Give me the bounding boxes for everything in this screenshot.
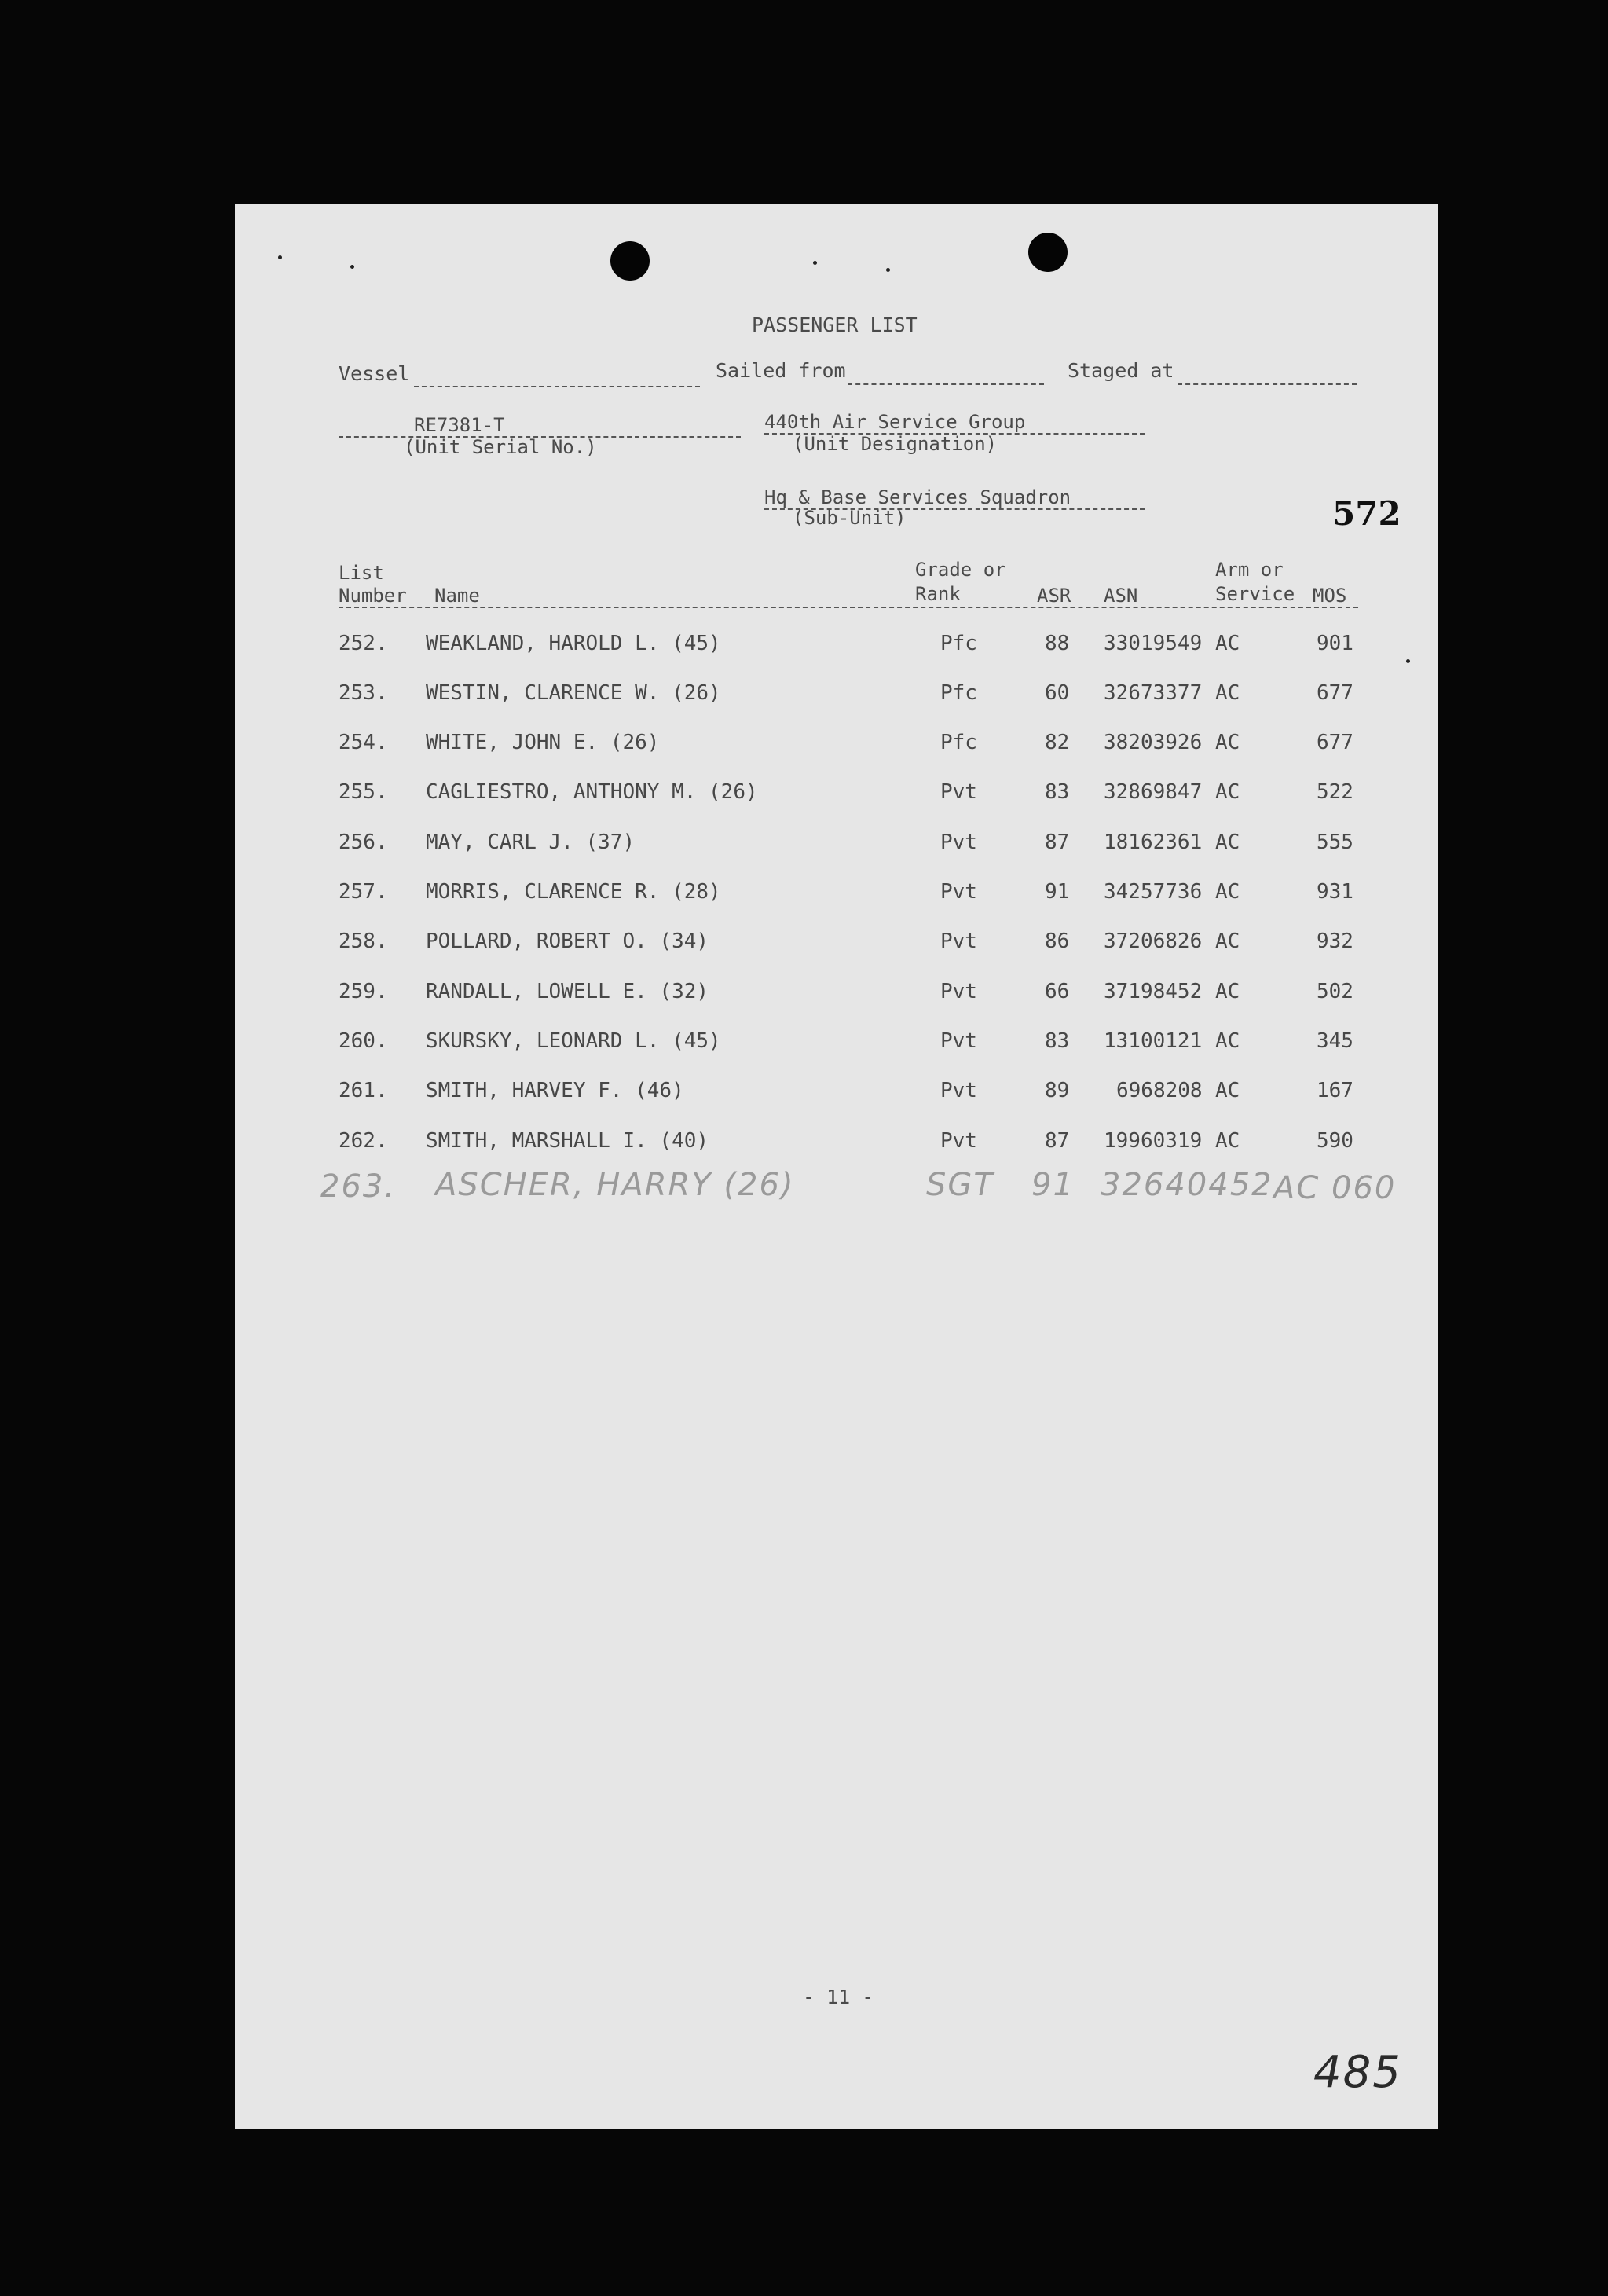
- mos: 167: [1317, 1079, 1353, 1102]
- grade: Pvt: [940, 780, 977, 804]
- arm-service: AC: [1215, 831, 1240, 854]
- staged-at-label: Staged at: [1068, 359, 1174, 382]
- asr: 66: [1045, 980, 1070, 1003]
- list-number: 256.: [339, 831, 388, 854]
- asn: 18162361: [1104, 831, 1203, 854]
- table-row: [235, 1079, 1438, 1110]
- table-row: [235, 731, 1438, 762]
- col-asn: ASN: [1104, 585, 1138, 607]
- sailed-from-line: [848, 383, 1044, 385]
- arm-service: AC: [1215, 880, 1240, 904]
- passenger-name: WESTIN, CLARENCE W. (26): [426, 681, 721, 705]
- grade: Pvt: [940, 1129, 977, 1153]
- asn: 38203926: [1104, 731, 1203, 754]
- arm-service: AC: [1215, 780, 1240, 804]
- grade: Pfc: [940, 731, 977, 754]
- asr: 89: [1045, 1079, 1070, 1102]
- mos: 677: [1317, 681, 1353, 705]
- list-number: 254.: [339, 731, 388, 754]
- punch-hole-right: [1028, 233, 1068, 272]
- asr: 88: [1045, 632, 1070, 655]
- passenger-name: MORRIS, CLARENCE R. (28): [426, 880, 721, 904]
- table-row: [235, 980, 1438, 1011]
- col-grade-top: Grade or: [915, 559, 1006, 581]
- list-number: 253.: [339, 681, 388, 705]
- asn: 34257736: [1104, 880, 1203, 904]
- list-number: 262.: [339, 1129, 388, 1153]
- arm-service: AC: [1215, 980, 1240, 1003]
- page-number: - 11 -: [803, 1986, 874, 2008]
- table-row: [235, 780, 1438, 812]
- table-row: [235, 831, 1438, 862]
- list-number: 252.: [339, 632, 388, 655]
- asr: 83: [1045, 780, 1070, 804]
- passenger-name: SKURSKY, LEONARD L. (45): [426, 1029, 721, 1053]
- document-title: PASSENGER LIST: [752, 314, 918, 336]
- passenger-name: SMITH, HARVEY F. (46): [426, 1079, 684, 1102]
- sailed-from-label: Sailed from: [716, 359, 846, 382]
- handwritten-asn: 32640452: [1101, 1167, 1273, 1203]
- passenger-name: RANDALL, LOWELL E. (32): [426, 980, 709, 1003]
- col-arm-bottom: Service: [1215, 583, 1295, 605]
- col-list-number-top: List: [339, 562, 384, 584]
- list-number: 260.: [339, 1029, 388, 1053]
- header-underline: [339, 607, 1358, 608]
- list-number: 261.: [339, 1079, 388, 1102]
- list-number: 257.: [339, 880, 388, 904]
- arm-service: AC: [1215, 1129, 1240, 1153]
- handwritten-name: ASCHER, HARRY (26): [435, 1167, 795, 1203]
- list-number: 258.: [339, 930, 388, 953]
- asn: 32869847: [1104, 780, 1203, 804]
- table-row: [235, 1129, 1438, 1161]
- passenger-name: SMITH, MARSHALL I. (40): [426, 1129, 709, 1153]
- grade: Pvt: [940, 1079, 977, 1102]
- handwritten-page-number: 485: [1313, 2047, 1402, 2098]
- col-name: Name: [434, 585, 480, 607]
- unit-designation-value: 440th Air Service Group: [764, 411, 1026, 433]
- arm-service: AC: [1215, 1029, 1240, 1053]
- asn: 37206826: [1104, 930, 1203, 953]
- arm-service: AC: [1215, 681, 1240, 705]
- list-number: 255.: [339, 780, 388, 804]
- sub-unit-label: (Sub-Unit): [793, 507, 907, 529]
- unit-designation-label: (Unit Designation): [793, 433, 998, 455]
- arm-service: AC: [1215, 930, 1240, 953]
- grade: Pvt: [940, 880, 977, 904]
- table-row: [235, 681, 1438, 713]
- sub-unit-value: Hq & Base Services Squadron: [764, 486, 1071, 508]
- table-row: [235, 880, 1438, 911]
- staged-at-line: [1178, 383, 1357, 385]
- mos: 590: [1317, 1129, 1353, 1153]
- col-asr: ASR: [1037, 585, 1071, 607]
- asr: 83: [1045, 1029, 1070, 1053]
- grade: Pvt: [940, 831, 977, 854]
- asr: 87: [1045, 1129, 1070, 1153]
- speck: [886, 268, 890, 272]
- table-row: [235, 1029, 1438, 1061]
- table-row: [235, 930, 1438, 961]
- unit-serial-label: (Unit Serial No.): [404, 436, 597, 458]
- col-grade-bottom: Rank: [915, 583, 961, 605]
- stamped-number: 572: [1332, 494, 1401, 533]
- passenger-name: MAY, CARL J. (37): [426, 831, 636, 854]
- asr: 82: [1045, 731, 1070, 754]
- mos: 345: [1317, 1029, 1353, 1053]
- mos: 932: [1317, 930, 1353, 953]
- asn: 19960319: [1104, 1129, 1203, 1153]
- mos: 901: [1317, 632, 1353, 655]
- asr: 87: [1045, 831, 1070, 854]
- arm-service: AC: [1215, 1079, 1240, 1102]
- grade: Pvt: [940, 980, 977, 1003]
- speck: [278, 255, 282, 259]
- asn: 6968208: [1116, 1079, 1203, 1102]
- asr: 60: [1045, 681, 1070, 705]
- mos: 677: [1317, 731, 1353, 754]
- asn: 13100121: [1104, 1029, 1203, 1053]
- asr: 91: [1045, 880, 1070, 904]
- grade: Pvt: [940, 1029, 977, 1053]
- col-list-number-bottom: Number: [339, 585, 407, 607]
- passenger-name: WHITE, JOHN E. (26): [426, 731, 660, 754]
- mos: 931: [1317, 880, 1353, 904]
- col-mos: MOS: [1313, 585, 1347, 607]
- punch-hole-left: [610, 241, 650, 281]
- handwritten-arm-mos: AC 060: [1273, 1170, 1397, 1206]
- col-arm-top: Arm or: [1215, 559, 1284, 581]
- asn: 33019549: [1104, 632, 1203, 655]
- grade: Pfc: [940, 632, 977, 655]
- handwritten-list-number: 263.: [320, 1168, 397, 1205]
- asr: 86: [1045, 930, 1070, 953]
- grade: Pfc: [940, 681, 977, 705]
- asn: 37198452: [1104, 980, 1203, 1003]
- asn: 32673377: [1104, 681, 1203, 705]
- speck: [813, 261, 817, 265]
- passenger-name: WEAKLAND, HAROLD L. (45): [426, 632, 721, 655]
- handwritten-asr: 91: [1031, 1167, 1075, 1203]
- mos: 555: [1317, 831, 1353, 854]
- mos: 502: [1317, 980, 1353, 1003]
- vessel-line: [414, 386, 700, 387]
- speck: [350, 265, 354, 269]
- list-number: 259.: [339, 980, 388, 1003]
- mos: 522: [1317, 780, 1353, 804]
- passenger-name: POLLARD, ROBERT O. (34): [426, 930, 709, 953]
- arm-service: AC: [1215, 632, 1240, 655]
- table-row: [235, 632, 1438, 663]
- grade: Pvt: [940, 930, 977, 953]
- arm-service: AC: [1215, 731, 1240, 754]
- unit-serial-value: RE7381-T: [414, 414, 505, 436]
- vessel-label: Vessel: [339, 362, 410, 385]
- passenger-name: CAGLIESTRO, ANTHONY M. (26): [426, 780, 758, 804]
- handwritten-grade: SGT: [926, 1167, 994, 1203]
- passenger-list-page: [235, 204, 1438, 2129]
